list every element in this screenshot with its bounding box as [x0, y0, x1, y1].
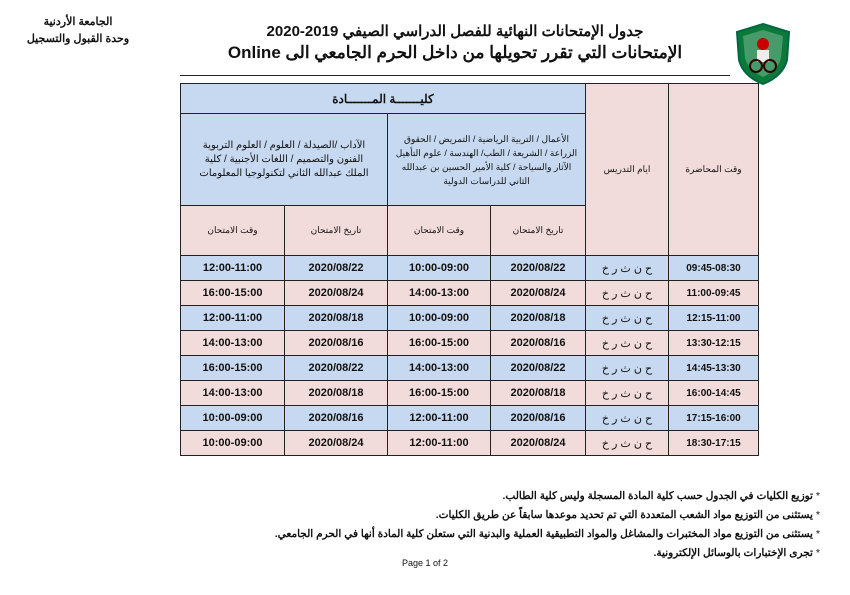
lecture-time-cell: 18:30-17:15 — [669, 431, 759, 456]
table-row — [181, 306, 759, 331]
group1-date-cell: 2020/08/22 — [491, 256, 586, 281]
lecture-time-cell: 14:45-13:30 — [669, 356, 759, 381]
note: * يستثنى من التوزيع مواد الشعب المتعددة التي تم تحديد موعدها سابقاً عن طريق الكليات. — [275, 506, 820, 525]
page-title — [190, 22, 720, 64]
teaching-days-cell: ح ن ث ر خ — [586, 256, 669, 281]
header-divider — [180, 75, 730, 76]
university-name-block — [18, 14, 138, 48]
group1-date-cell: 2020/08/16 — [491, 331, 586, 356]
teaching-days-cell: ح ن ث ر خ — [586, 356, 669, 381]
note: * يستثنى من التوزيع مواد المختبرات والمشاغل والمواد التطبيقية العملية والبدنية التي ستعلن كلية المادة أنها في الحرم الجامعي. — [275, 525, 820, 544]
group1-date-header: تاريخ الامتحان — [491, 206, 586, 256]
group1-date-cell: 2020/08/18 — [491, 306, 586, 331]
group1-time-cell: 16:00-15:00 — [388, 381, 491, 406]
lecture-time-cell: 17:15-16:00 — [669, 406, 759, 431]
university-crest-logo — [733, 22, 793, 86]
group1-time-cell: 12:00-11:00 — [388, 431, 491, 456]
unit-name: وحدة القبول والتسجيل — [26, 33, 130, 45]
lecture-time-cell: 12:15-11:00 — [669, 306, 759, 331]
title-line-1: جدول الإمتحانات النهائية للفصل الدراسي الصيفي 2019-2020 — [266, 23, 644, 40]
lecture-time-cell: 11:00-09:45 — [669, 281, 759, 306]
group2-date-cell: 2020/08/16 — [285, 331, 388, 356]
college-header: كليـــــــة المـــــــادة — [181, 84, 586, 114]
lecture-time-cell: 13:30-12:15 — [669, 331, 759, 356]
note: * تجرى الإختبارات بالوسائل الإلكترونية. — [275, 544, 820, 563]
group1-date-cell: 2020/08/24 — [491, 281, 586, 306]
note: * توزيع الكليات في الجدول حسب كلية المادة المسجلة وليس كلية الطالب. — [275, 487, 820, 506]
university-name: الجامعة الأردنية — [43, 16, 113, 28]
group2-date-cell: 2020/08/18 — [285, 306, 388, 331]
group1-time-cell: 12:00-11:00 — [388, 406, 491, 431]
table-row — [181, 381, 759, 406]
lecture-time-cell: 16:00-14:45 — [669, 381, 759, 406]
group1-time-cell: 10:00-09:00 — [388, 306, 491, 331]
table-row — [181, 281, 759, 306]
title-line-2: الإمتحانات التي تقرر تحويلها من داخل الحرم الجامعي الى Online — [227, 43, 683, 62]
group1-date-cell: 2020/08/18 — [491, 381, 586, 406]
group2-date-cell: 2020/08/18 — [285, 381, 388, 406]
teaching-days-cell: ح ن ث ر خ — [586, 381, 669, 406]
group2-date-cell: 2020/08/24 — [285, 431, 388, 456]
group2-time-cell: 14:00-13:00 — [181, 381, 285, 406]
group2-date-cell: 2020/08/24 — [285, 281, 388, 306]
group1-date-cell: 2020/08/22 — [491, 356, 586, 381]
group2-date-cell: 2020/08/22 — [285, 356, 388, 381]
teaching-days-cell: ح ن ث ر خ — [586, 431, 669, 456]
group2-time-cell: 10:00-09:00 — [181, 406, 285, 431]
group2-time-cell: 14:00-13:00 — [181, 331, 285, 356]
group1-time-cell: 14:00-13:00 — [388, 281, 491, 306]
group2-time-cell: 16:00-15:00 — [181, 281, 285, 306]
group2-time-cell: 16:00-15:00 — [181, 356, 285, 381]
group2-date-cell: 2020/08/16 — [285, 406, 388, 431]
teaching-days-cell: ح ن ث ر خ — [586, 281, 669, 306]
college-group-2: الآداب /الصيدلة / العلوم / العلوم التربوية الفنون والتصميم / اللغات الأجنبية / كلية الملك عبدالله الثاني لتكنولوجيا المعلومات — [181, 114, 388, 206]
teaching-days-cell: ح ن ث ر خ — [586, 306, 669, 331]
group1-time-cell: 16:00-15:00 — [388, 331, 491, 356]
group1-time-cell: 14:00-13:00 — [388, 356, 491, 381]
notes-list — [275, 487, 820, 563]
exam-schedule-table — [180, 83, 759, 456]
page-number: Page 1 of 2 — [401, 558, 449, 568]
group1-date-cell: 2020/08/16 — [491, 406, 586, 431]
table-row — [181, 256, 759, 281]
group1-time-cell: 10:00-09:00 — [388, 256, 491, 281]
group2-date-header: تاريخ الامتحان — [285, 206, 388, 256]
group1-date-cell: 2020/08/24 — [491, 431, 586, 456]
group1-time-header: وقت الامتحان — [388, 206, 491, 256]
group2-time-cell: 10:00-09:00 — [181, 431, 285, 456]
lecture-time-cell: 09:45-08:30 — [669, 256, 759, 281]
teaching-days-cell: ح ن ث ر خ — [586, 406, 669, 431]
group2-time-header: وقت الامتحان — [181, 206, 285, 256]
lecture-time-header: وقت المحاضرة — [669, 84, 759, 256]
table-row — [181, 331, 759, 356]
table-row — [181, 406, 759, 431]
teaching-days-cell: ح ن ث ر خ — [586, 331, 669, 356]
teaching-days-header: ايام التدريس — [586, 84, 669, 256]
group2-time-cell: 12:00-11:00 — [181, 306, 285, 331]
college-group-1: الأعمال / التربية الرياضية / التمريض / الحقوق الزراعة / الشريعة / الطب/ الهندسة / علوم التأهيل الآثار والسياحة / كلية الأمير الحسين بن عبدالله الثاني للدراسات الدولية — [388, 114, 586, 206]
group2-time-cell: 12:00-11:00 — [181, 256, 285, 281]
table-row — [181, 356, 759, 381]
group2-date-cell: 2020/08/22 — [285, 256, 388, 281]
table-row — [181, 431, 759, 456]
